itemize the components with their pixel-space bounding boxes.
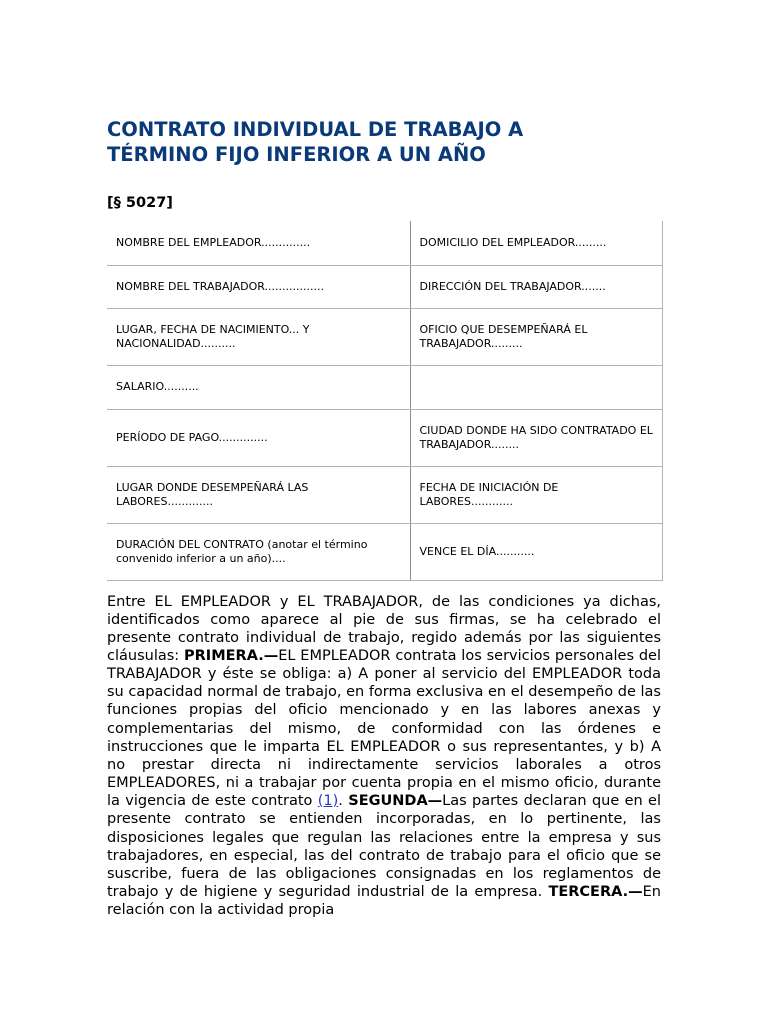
footnote-link[interactable]: (1) — [317, 793, 339, 810]
table-row — [107, 365, 662, 409]
contract-body-paragraph — [107, 593, 661, 920]
field-worker-address: DIRECCIÓN DEL TRABAJADOR....... — [410, 265, 662, 308]
field-start-date: FECHA DE INICIACIÓN DE LABORES............ — [410, 466, 662, 523]
field-hiring-city: CIUDAD DONDE HA SIDO CONTRATADO EL TRABAJADOR........ — [410, 409, 662, 466]
field-pay-period: PERÍODO DE PAGO.............. — [107, 409, 410, 466]
field-birth-place-date-nationality: LUGAR, FECHA DE NACIMIENTO... Y NACIONALIDAD.......... — [107, 308, 410, 365]
field-salary: SALARIO.......... — [107, 365, 410, 409]
intro-text: Entre EL EMPLEADOR y EL TRABAJADOR, de las condiciones ya dichas, identificados como aparece al pie de sus firmas, se ha celebrado el presente contrato individual de trabajo, regido además por las siguientes cláusulas: — [107, 593, 661, 664]
contract-fields-table — [107, 221, 663, 581]
table-row — [107, 466, 662, 523]
field-employer-name: NOMBRE DEL EMPLEADOR.............. — [107, 221, 410, 265]
field-contract-duration: DURACIÓN DEL CONTRATO (anotar el término convenido inferior a un año).... — [107, 523, 410, 580]
document-title — [107, 117, 661, 167]
title-line-2: TÉRMINO FIJO INFERIOR A UN AÑO — [107, 143, 486, 166]
field-employer-address: DOMICILIO DEL EMPLEADOR......... — [410, 221, 662, 265]
after-link-text: . — [338, 793, 349, 810]
clause-tercera-label: TERCERA.— — [548, 884, 643, 900]
field-worker-occupation: OFICIO QUE DESEMPEÑARÁ EL TRABAJADOR......... — [410, 308, 662, 365]
clause-segunda-label: SEGUNDA— — [348, 793, 443, 810]
clause-tercera-text: En relación con la actividad propia — [107, 884, 661, 919]
section-reference: [§ 5027] — [107, 195, 173, 211]
clause-primera-text: EL EMPLEADOR contrata los servicios personales del TRABAJADOR y éste se obliga: a) A poner al servicio del EMPLEADOR toda su capacidad normal de trabajo, en forma exclusiva en el desempeño de las funciones propias del oficio mencionado y en las labores anexas y complementarias del mismo, de conformidad con las órdenes e instrucciones que le imparta EL EMPLEADOR o sus representantes, y b) A no prestar directa ni indirectamente servicios laborales a otros EMPLEADORES, ni a trabajar por cuenta propia en el mismo oficio, durante la vigencia de este contrato — [107, 647, 661, 810]
table-row — [107, 409, 662, 466]
field-worker-name: NOMBRE DEL TRABAJADOR................. — [107, 265, 410, 308]
field-work-location: LUGAR DONDE DESEMPEÑARÁ LAS LABORES............. — [107, 466, 410, 523]
table-row — [107, 221, 662, 265]
table-row — [107, 523, 662, 580]
document-page — [107, 117, 661, 919]
title-line-1: CONTRATO INDIVIDUAL DE TRABAJO A — [107, 118, 524, 141]
clause-primera-label: PRIMERA.— — [184, 647, 279, 664]
clause-segunda-text: Las partes declaran que en el presente contrato se entienden incorporadas, en lo pertinente, las disposiciones legales que regulan las relaciones entre la empresa y sus trabajadores, en especial, las del contrato de trabajo para el oficio que se suscribe, fuera de las obligaciones consignadas en los reglamentos de trabajo y de higiene y seguridad industrial de la empresa. — [107, 793, 662, 900]
table-row — [107, 265, 662, 308]
field-expiry-date: VENCE EL DÍA........... — [410, 523, 662, 580]
field-empty — [410, 365, 662, 409]
table-row — [107, 308, 662, 365]
